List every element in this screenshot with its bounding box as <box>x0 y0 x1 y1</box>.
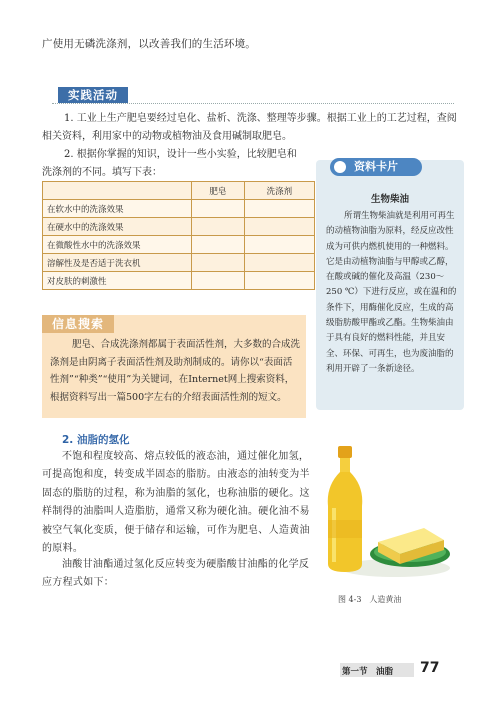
page-number: 77 <box>420 660 440 676</box>
table-cell[interactable] <box>244 236 314 254</box>
table-row <box>43 254 315 272</box>
table-row <box>43 236 315 254</box>
info-card-tab: 资料卡片 <box>330 158 422 176</box>
table-cell[interactable] <box>244 200 314 218</box>
table-cell[interactable] <box>192 200 245 218</box>
table-header-cell: 洗涤剂 <box>244 182 314 200</box>
figure-caption: 图 4-3 人造黄油 <box>338 595 402 604</box>
dotted-divider <box>52 103 454 104</box>
info-card-badge-icon <box>334 161 346 173</box>
footer-section-label: 第一节 油脂 <box>342 667 394 677</box>
practice-header: 实践活动 <box>58 87 128 103</box>
info-search-header: 信息搜索 <box>42 315 114 333</box>
info-card-title: 生物柴油 <box>370 194 409 205</box>
table-row <box>43 200 315 218</box>
intro-line: 广使用无磷洗涤剂，以改善我们的生活环境。 <box>42 38 256 50</box>
section-title: 2. 油脂的氢化 <box>62 434 130 446</box>
section-paragraph-2: 油酸甘油酯通过氢化反应转变为硬脂酸甘油酯的化学反应方程式如下： <box>42 559 310 589</box>
table-cell[interactable] <box>244 272 314 290</box>
comparison-table <box>42 181 315 290</box>
info-card-body: 所谓生物柴油就是利用可再生的动植物油脂为原料，经反应改性成为可供内燃机使用的一种燃料。它是由动植物油脂与甲醇或乙醇，在酸或碱的催化及高温（230～250 ℃）下进行反应，或在温和的条件下，用酶催化反应，生成的高级脂肪酸甲酯或乙酯。生物柴油由于具有良好的燃料性能，并且安全、环保、可再生，也为废油脂的利用开辟了一条新途径。 <box>326 211 457 374</box>
table-row <box>43 272 315 290</box>
table-row-label: 溶解性及是否适于洗衣机 <box>43 254 192 272</box>
section-paragraph-1: 不饱和程度较高、熔点较低的液态油，通过催化加氢，可提高饱和度，转变成半固态的脂肪。由液态的油转变为半固态的脂肪的过程，称为油脂的氢化，也称油脂的硬化。这样制得的油脂叫人造脂肪，通常又称为硬化油。硬化油不易被空气氧化变质，便于储存和运输，可作为肥皂、人造黄油的原料。 <box>42 451 310 555</box>
table-header-row <box>43 182 315 200</box>
table-row-label: 在微酸性水中的洗涤效果 <box>43 236 192 254</box>
table-cell[interactable] <box>244 254 314 272</box>
table-header-cell: 肥皂 <box>192 182 245 200</box>
practice-item-1: 1. 工业上生产肥皂要经过皂化、盐析、洗涤、整理等步骤。根据工业上的工艺过程，查阅相关资料，利用家中的动物或植物油及食用碱制取肥皂。 <box>42 113 457 142</box>
table-cell[interactable] <box>192 272 245 290</box>
table-row-label: 对皮肤的刺激性 <box>43 272 192 290</box>
table-header-cell <box>43 182 192 200</box>
table-cell[interactable] <box>192 254 245 272</box>
table-row <box>43 218 315 236</box>
table-cell[interactable] <box>192 218 245 236</box>
table-row-label: 在软水中的洗涤效果 <box>43 200 192 218</box>
margarine-photo <box>320 446 450 581</box>
table-cell[interactable] <box>244 218 314 236</box>
table-cell[interactable] <box>192 236 245 254</box>
table-row-label: 在硬水中的洗涤效果 <box>43 218 192 236</box>
practice-item-2: 2. 根据你掌握的知识，设计一些小实验，比较肥皂和洗涤剂的不同。填写下表： <box>42 149 297 178</box>
info-search-body: 肥皂、合成洗涤剂都属于表面活性剂，大多数的合成洗涤剂是由阴离子表面活性剂及助剂制成的。请你以“表面活性剂”“种类”“使用”为关键词，在Internet网上搜索资料，根据资料写出一篇500字左右的介绍表面活性剂的短文。 <box>50 339 301 403</box>
